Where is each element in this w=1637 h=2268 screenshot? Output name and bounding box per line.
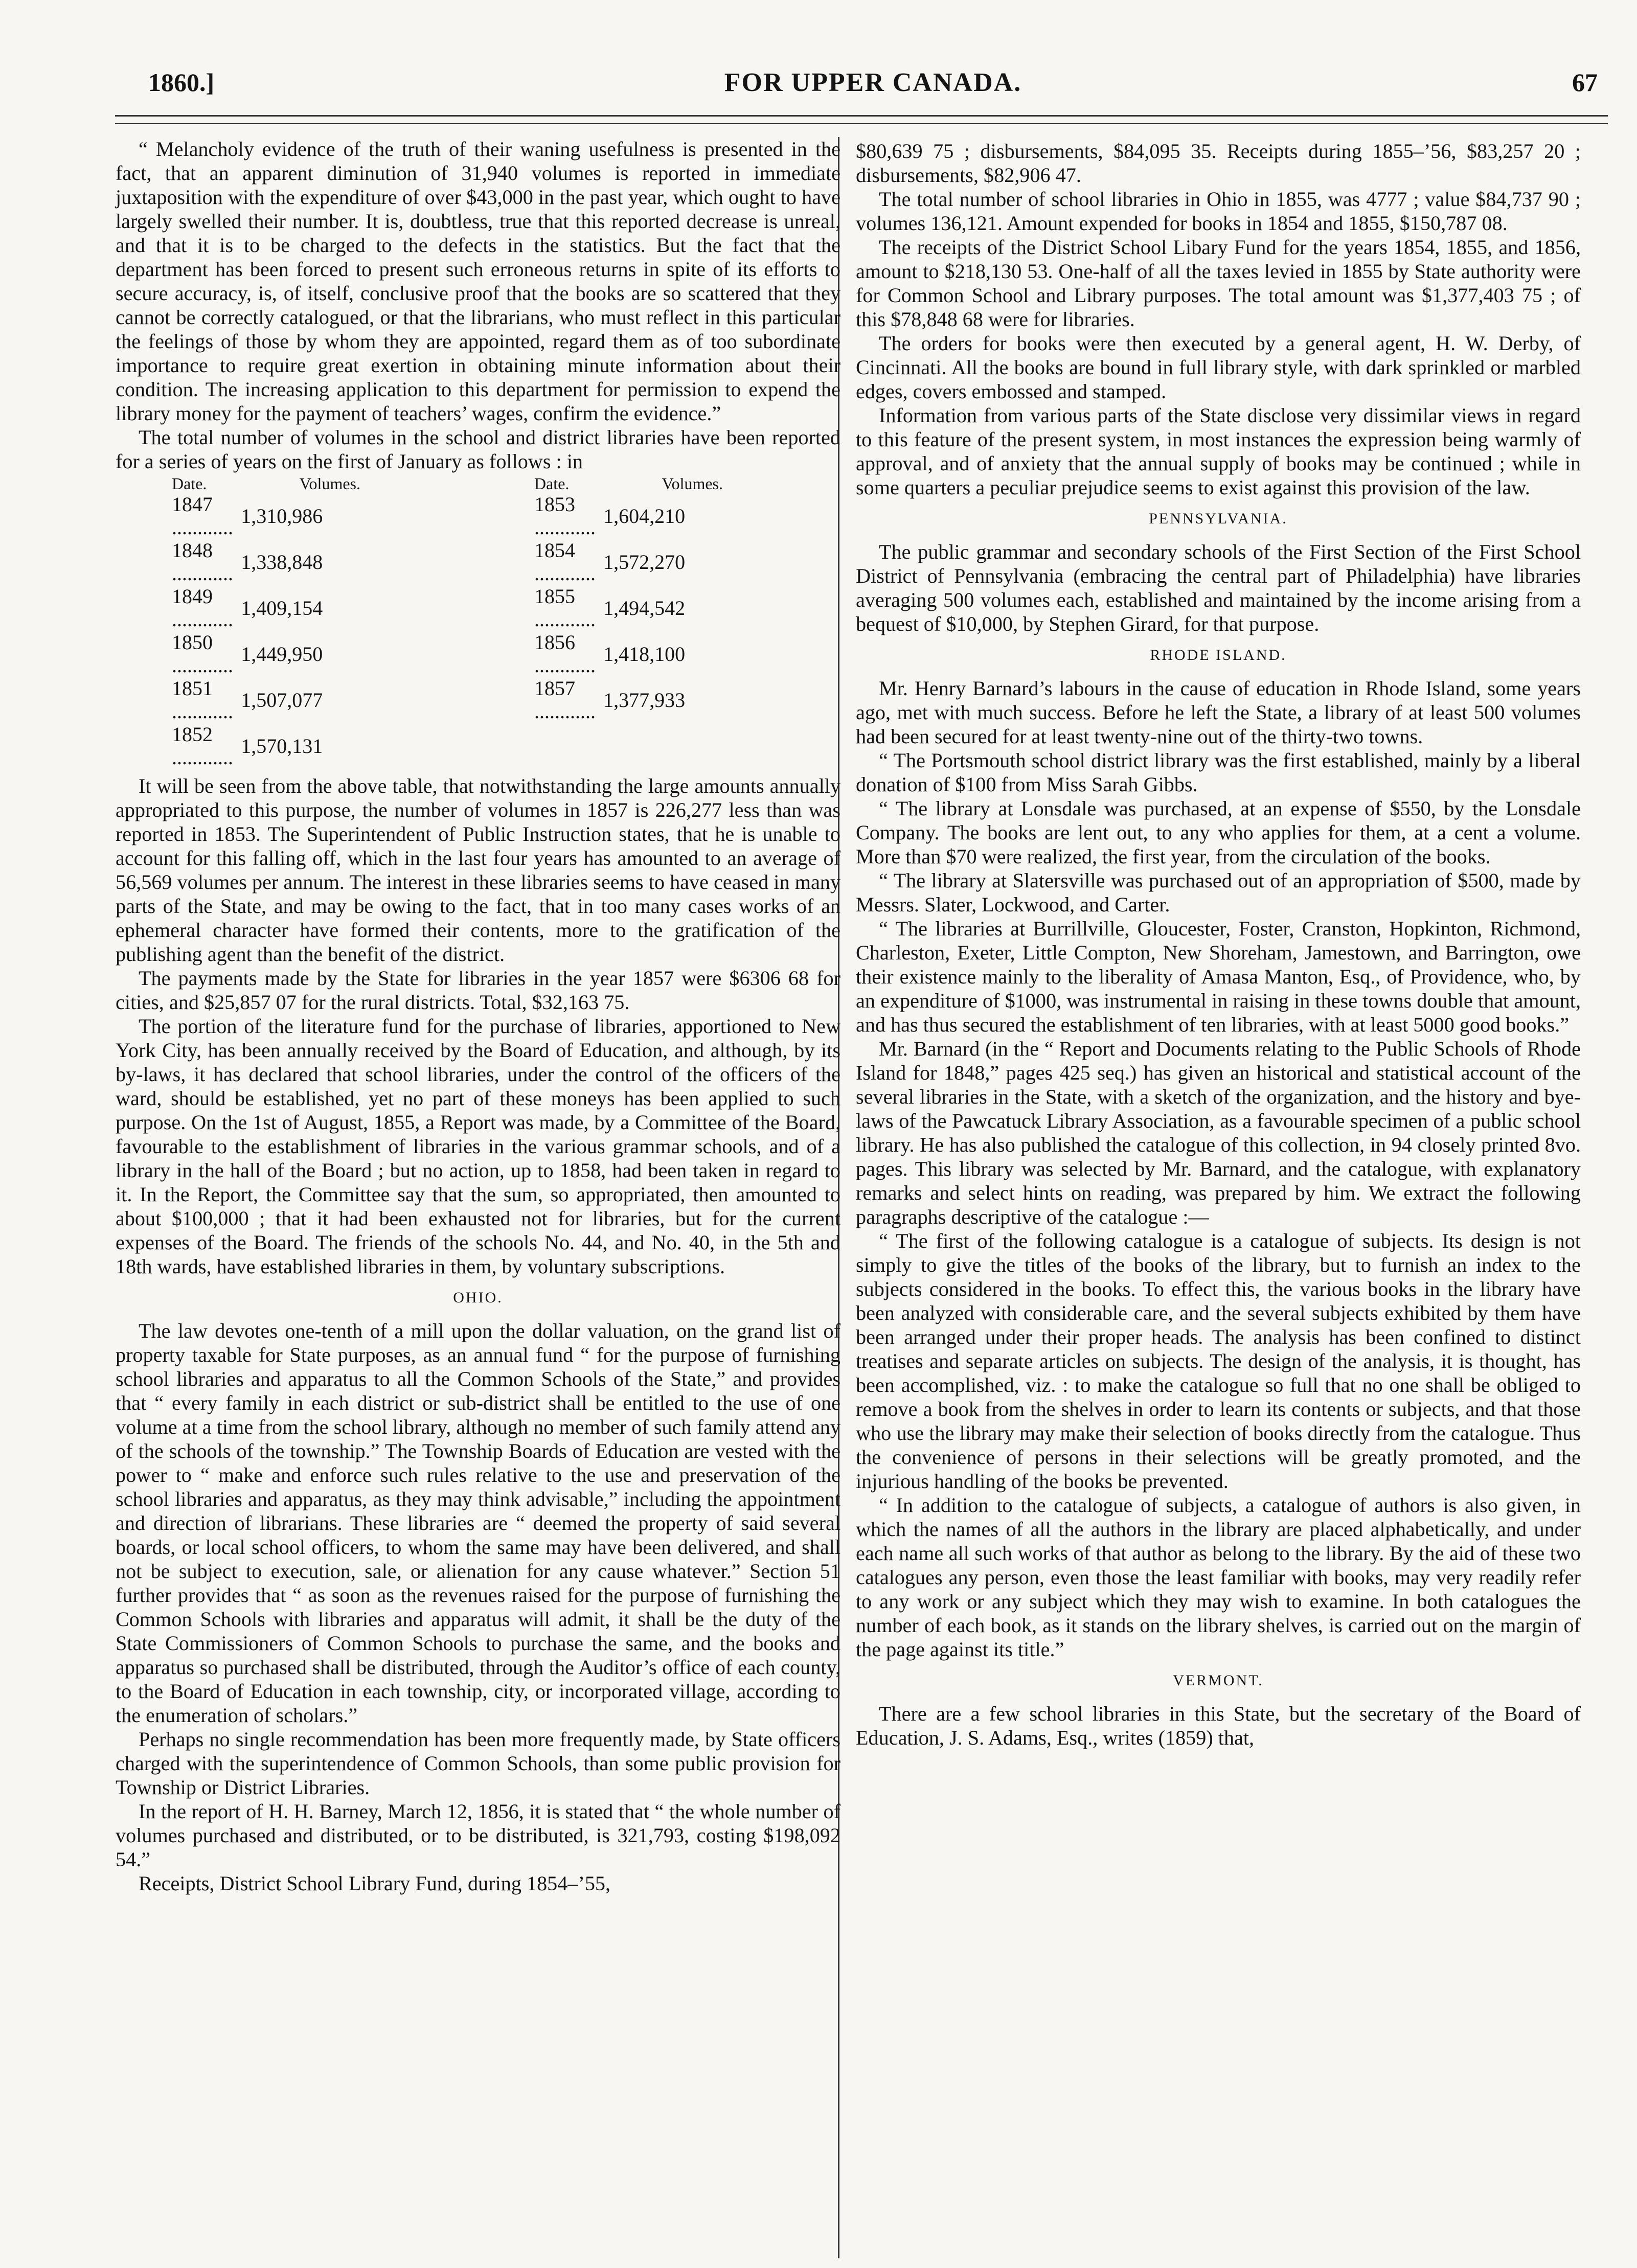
paragraph: In the report of H. H. Barney, March 12, 1856, it is stated that “ the whole number of volumes purchased and distributed, or to be distributed, is 321,793, costing $198,092 54.”	[116, 1800, 840, 1871]
header-year: 1860.]	[148, 68, 215, 97]
table-cell: 1,310,986	[241, 504, 323, 528]
paragraph: The law devotes one-tenth of a mill upon the dollar valuation, on the grand list of property taxable for State purposes, as an annual fund “ for the purpose of furnishing school libraries and apparatus to all the Common Schools of the State,” and provides that “ every family in each district or sub-district shall be entitled to the use of one volume at a time from the school library, although no member of such family attend any of the schools of the township.” The Township Boards of Education are vested with the power to “ make and enforce such rules relative to the use and preservation of the school libraries and apparatus, as they may think advisable,” including the appointment and direction of librarians. These libraries are “ deemed the property of said several boards, or local school officers, to whom the same may have been delivered, and shall not be subject to execution, sale, or alienation for any cause whatever.” Section 51 further provides that “ as soon as the revenues raised for the purpose of furnishing the Common Schools with libraries and apparatus will admit, it shall be the duty of the State Commissioners of Common Schools to purchase the same, and the books and apparatus so purchased shall be distributed, through the Auditor’s office of each county, to the Board of Education in each township, city, or incorporated village, according to the enumeration of scholars.”	[116, 1319, 840, 1727]
table-row	[116, 631, 840, 677]
volumes-table	[116, 474, 840, 769]
left-column	[116, 137, 840, 1895]
table-cell: 1,418,100	[603, 642, 686, 666]
table-row	[116, 493, 840, 539]
table-header-row	[116, 474, 840, 493]
paragraph: It will be seen from the above table, that notwithstanding the large amounts annually appropriated to this purpose, the number of volumes in 1857 is 226,277 less than was reported in 1853. The Superintendent of Public Instruction states, that he is unable to account for this falling off, which in the last four years has amounted to an average of 56,569 volumes per annum. The interest in these libraries seems to have ceased in many parts of the State, and may be owing to the fact, that in too many cases works of an ephemeral character have formed their contents, more to the gratification of the publishing agent than the benefit of the district.	[116, 774, 840, 966]
paragraph: The orders for books were then executed by a general agent, H. W. Derby, of Cincinnati. All the books are bound in full library style, with dark sprinkled or marbled edges, covers embossed and stamped.	[856, 332, 1581, 403]
header-rule	[115, 115, 1608, 117]
table-cell: 1,377,933	[603, 688, 686, 712]
page-header	[148, 67, 1598, 103]
paragraph: The payments made by the State for libraries in the year 1857 were $6306 68 for cities, and $25,857 07 for the rural districts. Total, $32,163 75.	[116, 967, 840, 1014]
paragraph: Perhaps no single recommendation has been more frequently made, by State officers charged with the superintendence of Common Schools, than some public provision for Township or District Libraries.	[116, 1728, 840, 1799]
header-rule-thin	[115, 123, 1608, 124]
paragraph: The receipts of the District School Libary Fund for the years 1854, 1855, and 1856, amount to $218,130 53. One-half of all the taxes levied in 1855 by State authority were for Common School and Library purposes. The total amount was $1,377,403 75 ; of this $78,848 68 were for libraries.	[856, 236, 1581, 331]
paragraph: “ Melancholy evidence of the truth of their waning usefulness is presented in the fact, that an apparent diminution of 31,940 volumes is reported in immediate juxtaposition with the expenditure of over $43,000 in the past year, which ought to have largely swelled their number. It is, doubtless, true that this reported decrease is unreal, and that it is to be charged to the defects in the statistics. But the fact that the department has been forced to present such erroneous returns in spite of its efforts to secure accuracy, is, of itself, conclusive proof that the books are so scattered that they cannot be correctly catalogued, or that the librarians, who must reflect in this particular the feelings of those by whom they are appointed, regard them as of too subordinate importance to require great exertion in obtaining minute information about their condition. The increasing application to this department for permission to expend the library money for the payment of teachers’ wages, confirm the evidence.”	[116, 138, 840, 425]
paragraph: “ The library at Slatersville was purchased out of an appropriation of $500, made by Messrs. Slater, Lockwood, and Carter.	[856, 869, 1581, 916]
table-header: Volumes.	[662, 474, 723, 493]
table-cell: 1848 ............	[172, 539, 233, 585]
table-cell	[603, 723, 840, 769]
table-cell: 1850 ............	[172, 631, 233, 677]
table-row	[116, 539, 840, 585]
table-row	[116, 677, 840, 723]
paragraph: Mr. Henry Barnard’s labours in the cause of education in Rhode Island, some years ago, met with much success. Before he left the State, a library of at least 500 volumes had been secured for at least twenty-nine out of the thirty-two towns.	[856, 677, 1581, 748]
paragraph: “ The Portsmouth school district library was the first established, mainly by a liberal donation of $100 from Miss Sarah Gibbs.	[856, 749, 1581, 796]
table-cell: 1847 ............	[172, 493, 233, 539]
header-title: FOR UPPER CANADA.	[724, 68, 1022, 97]
paragraph: “ The first of the following catalogue is a catalogue of subjects. Its design is not simply to give the titles of the books of the library, but to furnish an index to the subjects considered in the books. To effect this, the various books in the library have been analyzed with considerable care, and the several subjects exhibited by them have been arranged under their proper heads. The analysis has been confined to distinct treatises and separate articles on subjects. The design of the analysis, it is thought, has been accomplished, viz. : to make the catalogue so full that no one shall be obliged to remove a book from the shelves in order to learn its contents or subjects, and that those who use the library may make their selection of books directly from the catalogue. Thus the convenience of persons in their selections will be greatly promoted, and the injurious handling of the books be prevented.	[856, 1229, 1581, 1493]
table-header: Date.	[534, 474, 570, 493]
table-header: Volumes.	[299, 474, 360, 493]
section-heading-vermont: VERMONT.	[1173, 1672, 1264, 1689]
table-cell: 1857 ............	[534, 677, 596, 723]
table-cell: 1849 ............	[172, 585, 233, 631]
paragraph: The public grammar and secondary schools of the First Section of the First School District of Pennsylvania (embracing the central part of Philadelphia) have libraries averaging 500 volumes each, established and maintained by the income arising from a bequest of $10,000, by Stephen Girard, for that purpose.	[856, 540, 1581, 635]
right-column	[856, 139, 1581, 1750]
table-cell: 1,604,210	[603, 504, 686, 528]
section-heading-pennsylvania: PENNSYLVANIA.	[1149, 510, 1288, 527]
table-cell: 1,494,542	[603, 596, 686, 620]
section-heading-rhode-island: RHODE ISLAND.	[1150, 647, 1287, 663]
paragraph: “ The library at Lonsdale was purchased, at an expense of $550, by the Lonsdale Company. The books are lent out, to any who applies for them, at a cent a volume. More than $70 were realized, the first year, from the circulation of the books.	[856, 797, 1581, 868]
table-cell: 1855 ............	[534, 585, 596, 631]
table-cell: 1854 ............	[534, 539, 596, 585]
paragraph: There are a few school libraries in this State, but the secretary of the Board of Education, J. S. Adams, Esq., writes (1859) that,	[856, 1702, 1581, 1749]
table-cell: 1,338,848	[241, 550, 323, 574]
paragraph: Mr. Barnard (in the “ Report and Documents relating to the Public Schools of Rhode Island for 1848,” pages 425 seq.) has given an historical and statistical account of the several libraries in the State, with a sketch of the organization, and the history and bye-laws of the Pawcatuck Library Association, as a favourable specimen of a public school library. He has also published the catalogue of this collection, in 94 closely printed 8vo. pages. This library was selected by Mr. Barnard, and the catalogue, with explanatory remarks and select hints on reading, was prepared by him. We extract the following paragraphs descriptive of the catalogue :—	[856, 1037, 1581, 1228]
table-cell: 1,449,950	[241, 642, 323, 666]
paragraph: Information from various parts of the State disclose very dissimilar views in regard to this feature of the present system, in most instances the expression being warmly of approval, and of anxiety that the annual supply of books may be continued ; while in some quarters a peculiar prejudice seems to exist against this provision of the law.	[856, 404, 1581, 499]
table-cell	[478, 723, 603, 769]
table-cell: 1,507,077	[241, 688, 323, 712]
table-header: Date.	[172, 474, 207, 493]
section-heading-ohio: OHIO.	[453, 1289, 503, 1306]
paragraph: Receipts, District School Library Fund, during 1854–’55,	[139, 1872, 611, 1895]
table-cell: 1,409,154	[241, 596, 323, 620]
paragraph: “ The libraries at Burrillville, Gloucester, Foster, Cranston, Hopkinton, Richmond, Charleston, Exeter, Little Compton, New Shoreham, Jamestown, and Barrington, owe their existence mainly to the liberality of Amasa Manton, Esq., of Providence, who, by an expenditure of $1000, was instrumental in raising in these towns double that amount, and has thus secured the establishment of ten libraries, with at least 5000 good books.”	[856, 917, 1581, 1036]
paragraph: “ In addition to the catalogue of subjects, a catalogue of authors is also given, in which the names of all the authors in the library are placed alphabetically, and under each name all such works of that author as belong to the library. By the aid of these two catalogues any person, even those the least familiar with books, may very readily refer to any work or any subject which they may wish to examine. In both catalogues the number of each book, as it stands on the library shelves, is carried out on the margin of the page against its title.”	[856, 1494, 1581, 1661]
table-row	[116, 723, 840, 769]
page-number: 67	[1572, 68, 1598, 97]
paragraph: The total number of volumes in the school and district libraries have been reported for a series of years on the first of January as follows : in	[116, 426, 840, 473]
table-cell: 1851 ............	[172, 677, 233, 723]
paragraph: $80,639 75 ; disbursements, $84,095 35. Receipts during 1855–’56, $83,257 20 ; disbursements, $82,906 47.	[856, 140, 1581, 187]
table-cell: 1,570,131	[241, 734, 323, 758]
paragraph: The portion of the literature fund for the purchase of libraries, apportioned to New York City, has been annually received by the Board of Education, and although, by its by-laws, it has declared that school libraries, under the control of the officers of the ward, should be established, yet no part of these moneys has been applied to such purpose. On the 1st of August, 1855, a Report was made, by a Committee of the Board, favourable to the establishment of libraries in the various grammar schools, and of a library in the hall of the Board ; but no action, up to 1858, had been taken in regard to it. In the Report, the Committee say that the sum, so appropriated, then amounted to about $100,000 ; that it had been exhausted not for libraries, but for the current expenses of the Board. The friends of the schools No. 44, and No. 40, in the 5th and 18th wards, have established libraries in them, by voluntary subscriptions.	[116, 1015, 840, 1278]
table-cell: 1,572,270	[603, 550, 686, 574]
table-row	[116, 585, 840, 631]
table-cell: 1852 ............	[172, 723, 233, 769]
table-cell: 1853 ............	[534, 493, 596, 539]
paragraph: The total number of school libraries in Ohio in 1855, was 4777 ; value $84,737 90 ; volumes 136,121. Amount expended for books in 1854 and 1855, $150,787 08.	[856, 188, 1581, 235]
table-cell: 1856 ............	[534, 631, 596, 677]
